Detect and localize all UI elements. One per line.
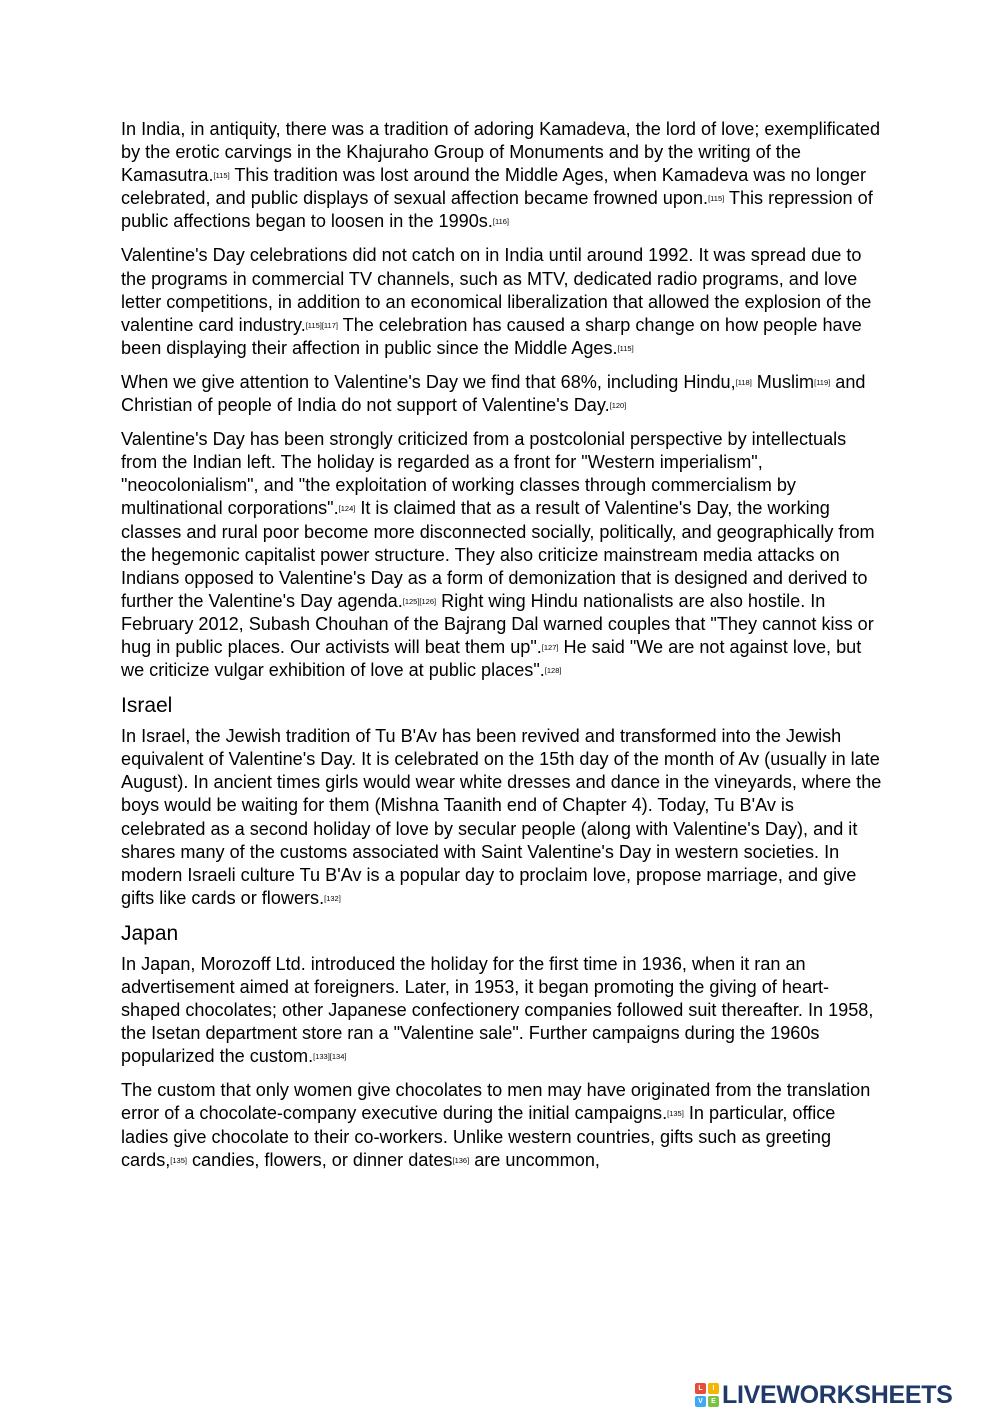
logo-mark-cell: V [695, 1396, 706, 1407]
logo-mark-cell: E [708, 1396, 719, 1407]
section-japan [121, 953, 883, 1172]
paragraph-text: In India, in antiquity, there was a tradition of adoring Kamadeva, the lord of love; exemplificated by the erotic carvings in the Khajuraho Group of Monuments and by the writing of the Kamasutra. [121, 119, 881, 186]
paragraph-text: He said "We are not against love, but we criticize vulgar exhibition of love at public places". [121, 636, 862, 681]
paragraph [121, 244, 883, 359]
paragraph-text: are uncommon, [469, 1149, 600, 1170]
paragraph-text: In Japan, Morozoff Ltd. introduced the holiday for the first time in 1936, when it ran an advertisement aimed at foreigners. Later, in 1953, it began promoting the giving of heart-shaped chocolates; other Japanese confectionery companies followed suit thereafter. In 1958, the Isetan department store ran a "Valentine sale". Further campaigns during the 1960s popularized the custom. [121, 953, 874, 1067]
paragraph-text: It is claimed that as a result of Valentine's Day, the working classes and rural poor become more disconnected socially, politically, and geographically from the hegemonic capitalist power structure. They also criticize mainstream media attacks on Indians opposed to Valentine's Day as a form of demonization that is designed and derived to further the Valentine's Day agenda. [121, 498, 875, 611]
paragraph-text: Valentine's Day has been strongly criticized from a postcolonial perspective by intellectuals from the Indian left. The holiday is regarded as a front for "Western imperialism", "neocolonialism", and "the exploitation of working classes through commercialism by multinational corporations". [121, 429, 847, 519]
paragraph [121, 953, 883, 1068]
citation-link[interactable]: [124] [338, 504, 356, 514]
paragraph-text: Muslim [751, 371, 815, 392]
citation-link[interactable]: [136] [452, 1155, 470, 1165]
paragraph [121, 118, 883, 233]
citation-link[interactable]: [115] [213, 171, 230, 181]
citation-link[interactable]: [116] [492, 217, 509, 227]
paragraph-text: This tradition was lost around the Middle Ages, when Kamadeva was no longer celebrated, and public displays of sexual affection became frowned upon. [121, 165, 866, 209]
citation-link[interactable]: [127] [541, 642, 559, 652]
citation-link[interactable]: [115][117] [305, 320, 338, 330]
citation-link[interactable]: [135] [170, 1155, 187, 1165]
liveworksheets-logo [695, 1379, 953, 1411]
citation-link[interactable]: [119] [814, 377, 831, 387]
section-israel [121, 725, 883, 910]
logo-mark-cell: L [695, 1383, 706, 1394]
paragraph [121, 371, 883, 417]
paragraph-text: In particular, office ladies give chocolate to their co-workers. Unlike western countries, gifts such as greeting cards, [121, 1103, 836, 1170]
paragraph-text: This repression of public affections began to loosen in the 1990s. [121, 188, 873, 232]
heading-japan: Japan [121, 921, 179, 945]
paragraph-text: candies, flowers, or dinner dates [186, 1149, 453, 1170]
paragraph [121, 725, 883, 910]
document-page [121, 118, 883, 1183]
paragraph [121, 428, 883, 682]
paragraph [121, 1079, 883, 1171]
paragraph-text: The custom that only women give chocolates to men may have originated from the translation error of a chocolate-company executive during the initial campaigns. [121, 1080, 871, 1124]
liveworksheets-logo-text: LIVEWORKSHEETS [722, 1381, 953, 1409]
paragraph-text: The celebration has caused a sharp change on how people have been displaying their affection in public since the Middle Ages. [121, 314, 862, 358]
paragraph-text: and Christian of people of India do not support of Valentine's Day. [121, 371, 866, 416]
liveworksheets-logo-icon [695, 1383, 719, 1407]
paragraph-text: Right wing Hindu nationalists are also hostile. In February 2012, Subash Chouhan of the Bajrang Dal warned couples that "They cannot kiss or hug in public places. Our activists will beat them up". [121, 590, 874, 657]
logo-mark-cell: I [708, 1383, 719, 1394]
paragraph-text: Valentine's Day celebrations did not catch on in India until around 1992. It was spread due to the programs in commercial TV channels, such as MTV, dedicated radio programs, and love letter competitions, in addition to an economical liberalization that allowed the explosion of the valentine card industry. [121, 245, 872, 335]
paragraph-text: In Israel, the Jewish tradition of Tu B'Av has been revived and transformed into the Jewish equivalent of Valentine's Day. It is celebrated on the 15th day of the month of Av (usually in late August). In ancient times girls would wear white dresses and dance in the vineyards, where the boys would be waiting for them (Mishna Taanith end of Chapter 4). Today, Tu B'Av is celebrated as a second holiday of love by secular people (along with Valentine's Day), and it shares many of the customs associated with Saint Valentine's Day in western societies. In modern Israeli culture Tu B'Av is a popular day to proclaim love, propose marriage, and give gifts like cards or flowers. [121, 726, 882, 908]
citation-link[interactable]: [115] [617, 343, 634, 353]
citation-link[interactable]: [128] [544, 666, 562, 676]
section-india [121, 118, 883, 682]
citation-link[interactable]: [115] [708, 194, 725, 204]
citation-link[interactable]: [132] [324, 893, 341, 903]
paragraph-text: When we give attention to Valentine's Day we find that 68%, including Hindu, [121, 371, 736, 392]
citation-link[interactable]: [125][126] [402, 596, 437, 606]
heading-israel: Israel [121, 694, 173, 718]
citation-link[interactable]: [120] [609, 401, 627, 411]
citation-link[interactable]: [133][134] [313, 1052, 347, 1062]
citation-link[interactable]: [118] [735, 377, 752, 387]
citation-link[interactable]: [135] [667, 1109, 684, 1119]
